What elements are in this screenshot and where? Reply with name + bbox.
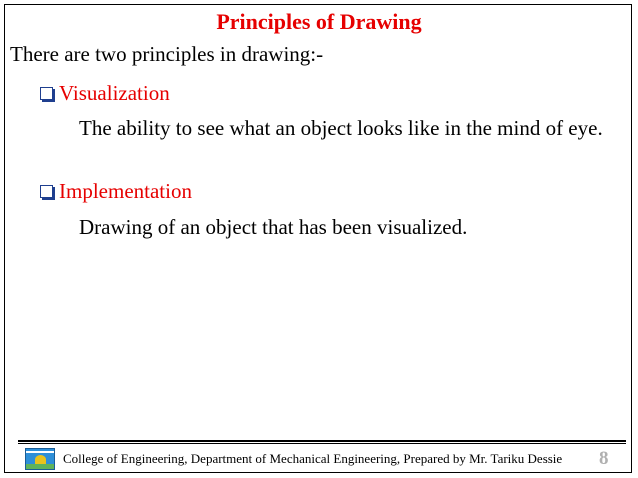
footer-text: College of Engineering, Department of Mechanical Engineering, Prepared by Mr. Tariku Dessie xyxy=(63,451,563,466)
page-number: 8 xyxy=(599,448,609,469)
bullet-heading: Implementation xyxy=(59,179,192,203)
checkbox-bullet-icon xyxy=(40,87,53,100)
footer-divider-thin xyxy=(18,443,626,444)
intro-text: There are two principles in drawing:- xyxy=(10,42,324,66)
implementation-description: Drawing of an object that has been visualized. xyxy=(79,215,468,239)
slide-title: Principles of Drawing xyxy=(216,9,422,34)
checkbox-bullet-icon xyxy=(40,185,53,198)
footer-divider xyxy=(18,440,626,442)
visualization-description: The ability to see what an object looks like in the mind of eye. xyxy=(79,116,603,140)
college-logo-icon xyxy=(25,448,55,470)
bullet-heading: Visualization xyxy=(59,81,170,105)
bullet-visualization xyxy=(40,80,170,106)
bullet-implementation xyxy=(40,178,192,204)
